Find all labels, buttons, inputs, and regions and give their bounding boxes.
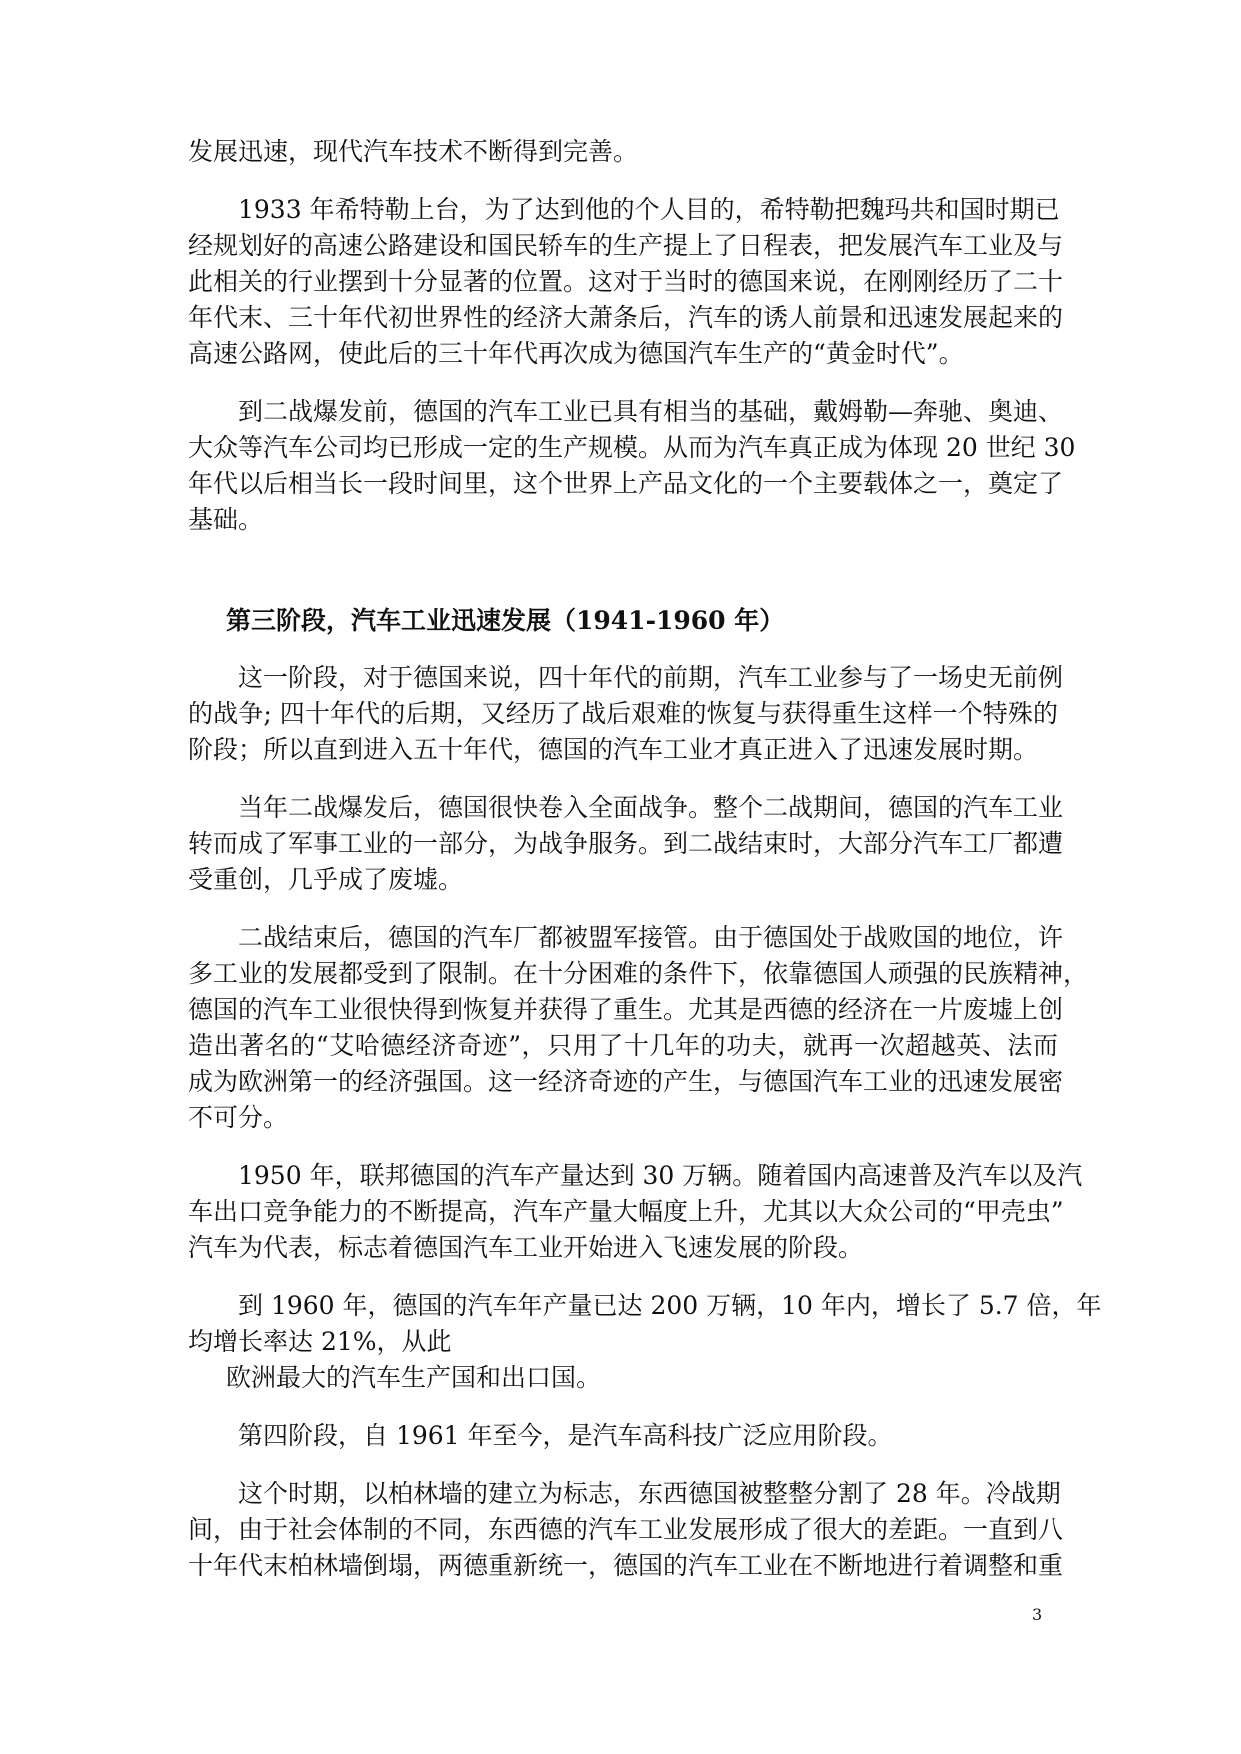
paragraph-line: 这个时期，以柏林墙的建立为标志，东西德国被整整分割了 28 年。冷战期 [238, 1479, 1061, 1508]
paragraph-line: 发展迅速，现代汽车技术不断得到完善。 [188, 137, 639, 166]
paragraph-line: 不可分。 [188, 1103, 289, 1132]
paragraph-line: 汽车为代表，标志着德国汽车工业开始进入飞速发展的阶段。 [188, 1233, 864, 1262]
paragraph-line: 成为欧洲第一的经济强国。这一经济奇迹的产生，与德国汽车工业的迅速发展密 [188, 1067, 1064, 1096]
paragraph-line: 间，由于社会体制的不同，东西德的汽车工业发展形成了很大的差距。一直到八 [188, 1515, 1064, 1544]
paragraph-line: 第四阶段，自 1961 年至今，是汽车高科技广泛应用阶段。 [238, 1421, 893, 1450]
paragraph-line: 此相关的行业摆到十分显著的位置。这对于当时的德国来说，在刚刚经历了二十 [188, 267, 1064, 296]
paragraph-line: 经规划好的高速公路建设和国民轿车的生产提上了日程表，把发展汽车工业及与 [188, 231, 1064, 260]
paragraph-line: 造出著名的“艾哈德经济奇迹”，只用了十几年的功夫，就再一次超越英、法而 [188, 1031, 1058, 1060]
paragraph-line: 年代末、三十年代初世界性的经济大萧条后，汽车的诱人前景和迅速发展起来的 [188, 303, 1064, 332]
paragraph-line: 转而成了军事工业的一部分，为战争服务。到二战结束时，大部分汽车工厂都遭 [188, 829, 1064, 858]
section-heading: 第三阶段，汽车工业迅速发展（1941-1960 年） [226, 606, 785, 635]
paragraph-line: 到二战爆发前，德国的汽车工业已具有相当的基础，戴姆勒—奔驰、奥迪、 [238, 397, 1064, 426]
paragraph-line: 1950 年，联邦德国的汽车产量达到 30 万辆。随着国内高速普及汽车以及汽 [238, 1161, 1083, 1190]
paragraph-line: 这一阶段，对于德国来说，四十年代的前期，汽车工业参与了一场史无前例 [238, 663, 1064, 692]
paragraph-line: 多工业的发展都受到了限制。在十分困难的条件下，依靠德国人顽强的民族精神， [188, 959, 1089, 988]
paragraph-line: 阶段；所以直到进入五十年代，德国的汽车工业才真正进入了迅速发展时期。 [188, 735, 1039, 764]
paragraph-line: 1933 年希特勒上台，为了达到他的个人目的，希特勒把魏玛共和国时期已 [238, 195, 1060, 224]
paragraph-line: 年代以后相当长一段时间里，这个世界上产品文化的一个主要载体之一，奠定了 [188, 469, 1064, 498]
paragraph-line: 的战争; 四十年代的后期，又经历了战后艰难的恢复与获得重生这样一个特殊的 [188, 699, 1058, 728]
paragraph-line: 十年代末柏林墙倒塌，两德重新统一，德国的汽车工业在不断地进行着调整和重 [188, 1551, 1064, 1580]
paragraph-line: 到 1960 年，德国的汽车年产量已达 200 万辆，10 年内，增长了 5.7 倍，年 [238, 1291, 1102, 1320]
paragraph-line: 欧洲最大的汽车生产国和出口国。 [226, 1363, 602, 1392]
paragraph-line: 受重创，几乎成了废墟。 [188, 865, 464, 894]
paragraph-line: 均增长率达 21%，从此 [188, 1327, 452, 1356]
paragraph-line: 高速公路网，使此后的三十年代再次成为德国汽车生产的“黄金时代”。 [188, 339, 964, 368]
paragraph-line: 当年二战爆发后，德国很快卷入全面战争。整个二战期间，德国的汽车工业 [238, 793, 1064, 822]
paragraph-line: 大众等汽车公司均已形成一定的生产规模。从而为汽车真正成为体现 20 世纪 30 [188, 433, 1076, 462]
paragraph-line: 基础。 [188, 505, 264, 534]
paragraph-line: 车出口竞争能力的不断提高，汽车产量大幅度上升，尤其以大众公司的“甲壳虫” [188, 1197, 1064, 1226]
page-number: 3 [1032, 1605, 1043, 1624]
paragraph-line: 二战结束后，德国的汽车厂都被盟军接管。由于德国处于战败国的地位，许 [238, 923, 1064, 952]
paragraph-line: 德国的汽车工业很快得到恢复并获得了重生。尤其是西德的经济在一片废墟上创 [188, 995, 1064, 1024]
